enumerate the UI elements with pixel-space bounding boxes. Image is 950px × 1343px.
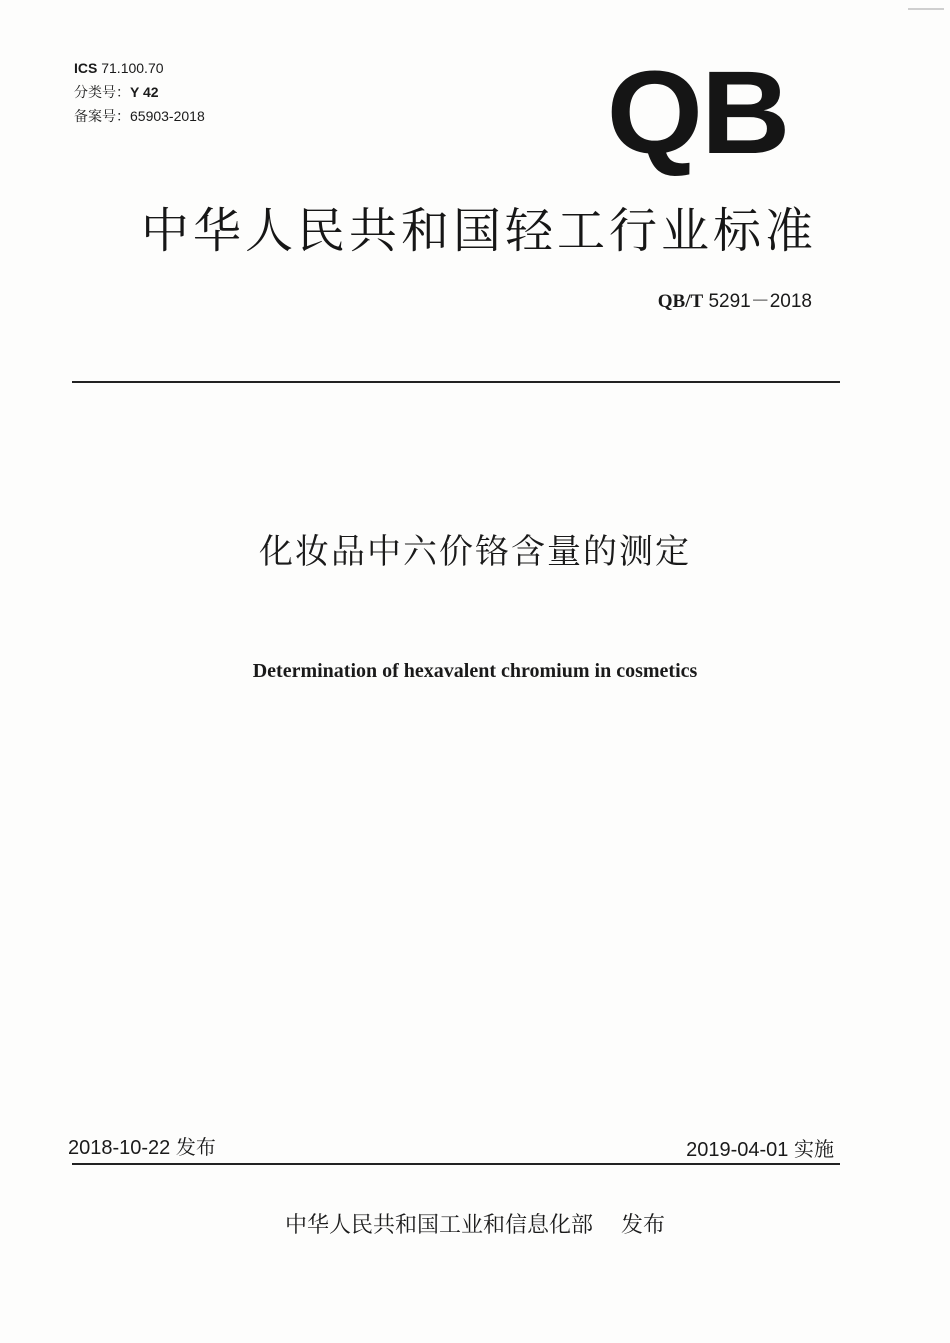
standard-code: [658, 286, 812, 313]
bottom-divider: [72, 1163, 840, 1165]
publisher-name: 中华人民共和国工业和信息化部: [284, 1213, 593, 1238]
publisher-line: [0, 1208, 950, 1239]
implementation-date: 2019-04-01 实施: [686, 1139, 834, 1161]
record-row: [74, 104, 205, 128]
classification-block: [74, 56, 205, 128]
publisher-action: 发布: [621, 1213, 666, 1238]
ics-value: 71.100.70: [101, 60, 164, 76]
ics-label: ICS: [74, 60, 98, 76]
record-label: 备案号：: [74, 108, 130, 124]
class-value: Y 42: [130, 84, 159, 100]
document-title-chinese: 化妆品中六价铬含量的测定: [259, 532, 691, 572]
qb-logo-text: QB: [606, 47, 789, 179]
record-value: 65903-2018: [130, 108, 205, 124]
standard-code-prefix: QB/T: [657, 291, 704, 312]
standard-code-number: 5291－2018: [708, 291, 812, 312]
document-title-english: Determination of hexavalent chromium in cosmetics: [252, 660, 698, 682]
ics-row: [74, 56, 205, 80]
scan-artifact: [908, 8, 944, 10]
class-row: [74, 80, 205, 104]
qb-logo: [606, 47, 789, 179]
industry-standard-title: 中华人民共和国轻工行业标准: [140, 203, 817, 259]
class-label: 分类号：: [74, 84, 130, 100]
top-divider: [72, 381, 840, 383]
issue-date: 2018-10-22 发布: [68, 1137, 216, 1159]
